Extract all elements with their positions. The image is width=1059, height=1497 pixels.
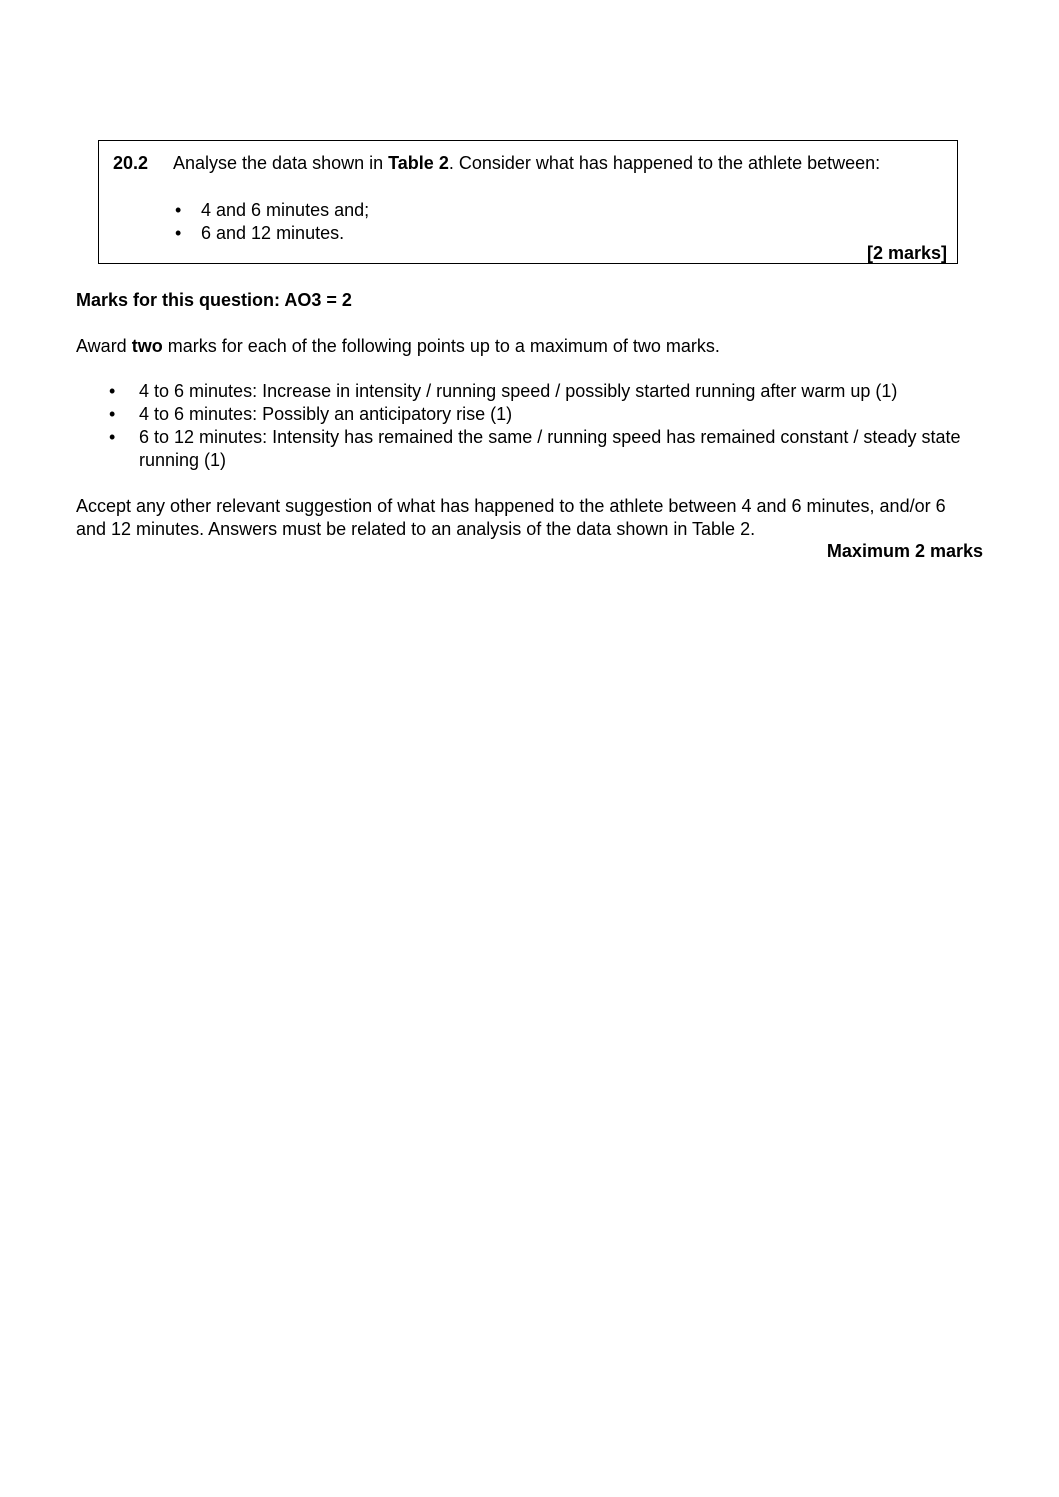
question-text-bold: Table 2 (388, 153, 449, 173)
question-text-start: Analyse the data shown in (173, 153, 389, 173)
question-box (98, 140, 958, 264)
question-text (173, 152, 880, 175)
maximum-marks: Maximum 2 marks (826, 541, 983, 561)
question-text-end: . Consider what has happened to the athlete between: (448, 153, 881, 173)
question-bullet: • 6 and 12 minutes. (175, 222, 369, 245)
accept-note: Accept any other relevant suggestion of what has happened to the athlete between 4 and 6 minutes, and/or 6 and 12 minutes. Answers must be related to an analysis of the data shown in Table 2. (76, 496, 946, 539)
markscheme-point: • 4 to 6 minutes: Increase in intensity / running speed / possibly started running after warm up (1) (109, 380, 989, 403)
question-bullet-list (175, 199, 369, 245)
question-bullet: • 4 and 6 minutes and; (175, 199, 369, 222)
award-text-bold: two (131, 336, 163, 356)
markscheme-point: • 6 to 12 minutes: Intensity has remained the same / running speed has remained constant / steady state running (1) (109, 426, 989, 472)
question-number: 20.2 (113, 153, 149, 173)
question-marks: [2 marks] (866, 243, 947, 263)
award-text-start: Award (76, 336, 132, 356)
award-text-end: marks for each of the following points up to a maximum of two marks. (162, 336, 720, 356)
markscheme-point: • 4 to 6 minutes: Possibly an anticipatory rise (1) (109, 403, 989, 426)
markscheme-points (109, 380, 989, 472)
award-instruction (76, 335, 720, 358)
marks-heading: Marks for this question: AO3 = 2 (76, 290, 352, 310)
